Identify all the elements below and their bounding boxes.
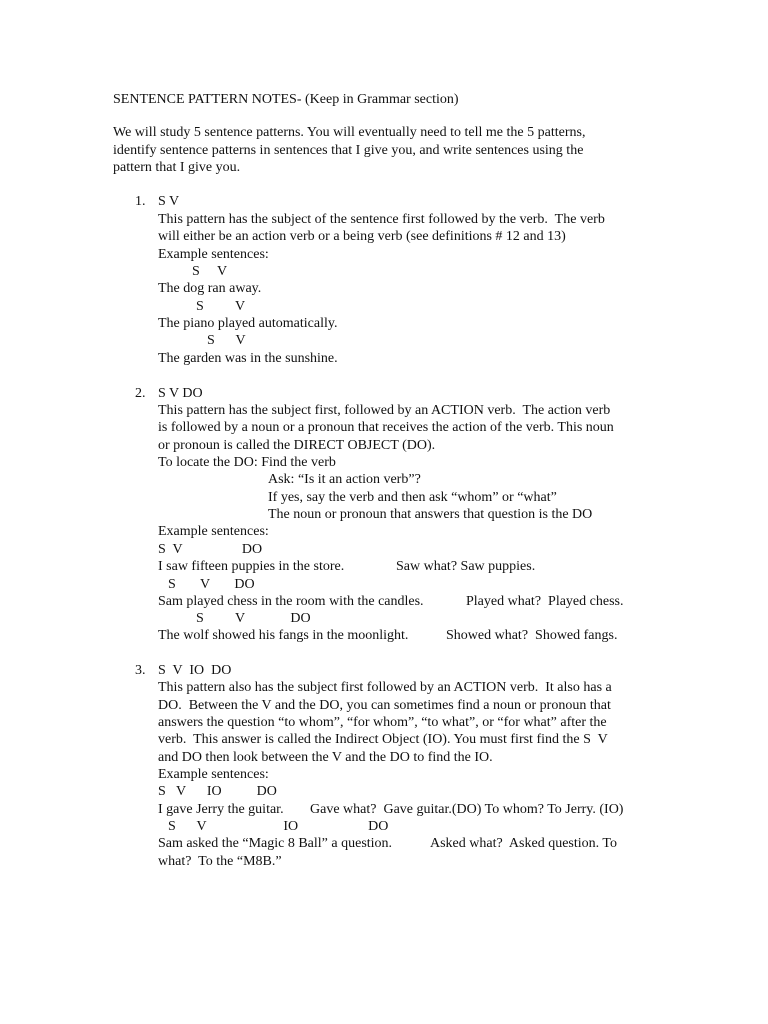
pattern-description-line: verb. This answer is called the Indirect Object (IO). You must first find the S V: [158, 732, 608, 747]
example-markers: S V: [207, 333, 246, 348]
example-note-continued: what? To the “M8B.”: [158, 854, 282, 869]
intro-line: We will study 5 sentence patterns. You will eventually need to tell me the 5 patterns,: [113, 125, 586, 140]
example-markers: S V DO: [158, 542, 263, 557]
intro-line: pattern that I give you.: [113, 160, 241, 175]
pattern-number: 1.: [135, 194, 146, 209]
example-sentence: The piano played automatically.: [158, 316, 338, 331]
example-sentence: Sam asked the “Magic 8 Ball” a question.: [158, 836, 393, 851]
example-sentence: The garden was in the sunshine.: [158, 351, 338, 366]
locate-step: The noun or pronoun that answers that question is the DO: [268, 507, 593, 522]
examples-label: Example sentences:: [158, 767, 269, 782]
example-markers: S V IO DO: [168, 819, 389, 834]
example-markers: S V DO: [168, 577, 255, 592]
pattern-description-line: and DO then look between the V and the DO to find the IO.: [158, 750, 493, 765]
example-sentence: Sam played chess in the room with the candles.: [158, 594, 424, 609]
locate-step: Ask: “Is it an action verb”?: [268, 472, 421, 487]
pattern-description-line: This pattern has the subject of the sentence first followed by the verb. The verb: [158, 212, 605, 227]
pattern-number: 2.: [135, 386, 146, 401]
example-sentence: I saw fifteen puppies in the store.: [158, 559, 345, 574]
pattern-description-line: or pronoun is called the DIRECT OBJECT (DO).: [158, 438, 436, 453]
examples-label: Example sentences:: [158, 524, 269, 539]
example-sentence: The dog ran away.: [158, 281, 262, 296]
examples-label: Example sentences:: [158, 247, 269, 262]
example-markers: S V IO DO: [158, 784, 277, 799]
pattern-description-line: will either be an action verb or a being verb (see definitions # 12 and 13): [158, 229, 566, 244]
example-note: Saw what? Saw puppies.: [396, 559, 536, 574]
intro-line: identify sentence patterns in sentences that I give you, and write sentences using the: [113, 143, 584, 158]
pattern-description-line: This pattern has the subject first, followed by an ACTION verb. The action verb: [158, 403, 611, 418]
locate-step: If yes, say the verb and then ask “whom” or “what”: [268, 490, 557, 505]
pattern-name: S V IO DO: [158, 663, 232, 678]
example-markers: S V: [196, 299, 246, 314]
document-title: SENTENCE PATTERN NOTES- (Keep in Grammar section): [113, 92, 459, 107]
pattern-name: S V DO: [158, 386, 203, 401]
example-sentence: I gave Jerry the guitar.: [158, 802, 284, 817]
pattern-description-line: answers the question “to whom”, “for whom”, “to what”, or “for what” after the: [158, 715, 607, 730]
example-note: Gave what? Gave guitar.(DO) To whom? To Jerry. (IO): [310, 802, 624, 817]
pattern-name: S V: [158, 194, 180, 209]
locate-label: To locate the DO: Find the verb: [158, 455, 336, 470]
example-markers: S V DO: [196, 611, 311, 626]
pattern-description-line: DO. Between the V and the DO, you can sometimes find a noun or pronoun that: [158, 698, 611, 713]
example-note: Asked what? Asked question. To: [430, 836, 617, 851]
example-sentence: The wolf showed his fangs in the moonlight.: [158, 628, 409, 643]
example-note: Played what? Played chess.: [466, 594, 624, 609]
pattern-description-line: This pattern also has the subject first followed by an ACTION verb. It also has a: [158, 680, 612, 695]
example-markers: S V: [192, 264, 228, 279]
pattern-number: 3.: [135, 663, 146, 678]
pattern-description-line: is followed by a noun or a pronoun that receives the action of the verb. This noun: [158, 420, 614, 435]
example-note: Showed what? Showed fangs.: [446, 628, 618, 643]
